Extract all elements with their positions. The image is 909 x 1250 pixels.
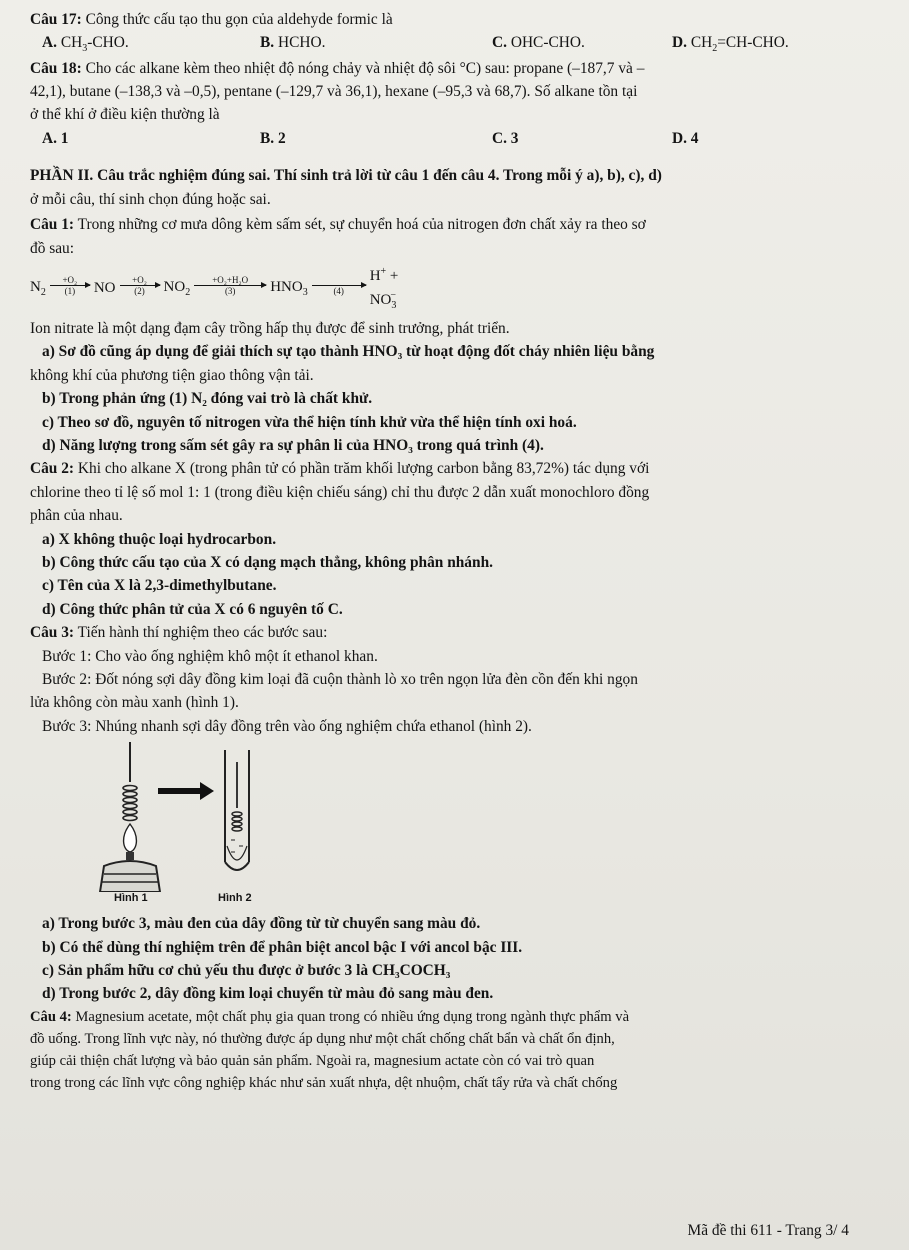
c3-step-1: Bước 1: Cho vào ống nghiệm khô một ít ethanol khan.: [42, 647, 378, 665]
c2-stem-2: chlorine theo tỉ lệ số mol 1: 1 (trong điều kiện chiếu sáng) chỉ thu được 2 dẫn xuất monochloro đồng: [30, 483, 650, 501]
c3-stem-1: Câu 3: Tiến hành thí nghiệm theo các bước sau:: [30, 624, 328, 642]
part2-instruction: ở mỗi câu, thí sinh chọn đúng hoặc sai.: [30, 190, 271, 208]
q18-stem-3: ở thể khí ở điều kiện thường là: [30, 106, 220, 124]
q17-option-d[interactable]: D. $CH_2=CH$-CHO.: [672, 34, 789, 55]
copper-coil-icon: [123, 786, 137, 821]
nitrogen-scheme: [30, 264, 879, 313]
q18-option-a[interactable]: A. 1: [42, 129, 69, 147]
formula-n2: $N_2$: [30, 279, 46, 299]
experiment-illustration: [90, 742, 390, 892]
c2-title: Câu 2:: [30, 460, 75, 478]
c1-title: Câu 1:: [30, 216, 75, 234]
alcohol-lamp-icon: [100, 852, 160, 892]
figure-2-caption: Hình 2: [218, 892, 252, 905]
c3-step-2-cont: lửa không còn màu xanh (hình 1).: [30, 694, 239, 712]
c3-statement-c: c) Sản phẩm hữu cơ chủ yếu thu được ở bước 3 là CH₃COCH₃: [42, 962, 451, 980]
c2-statement-d: d) Công thức phân tử của X có 6 nguyên tố C.: [42, 600, 343, 618]
q18-options: [30, 127, 862, 150]
reaction-arrow-2: +O₂ (2): [120, 276, 160, 296]
c3-title: Câu 3:: [30, 624, 75, 642]
q17-stem: [30, 8, 879, 31]
c2-statement-a: a) X không thuộc loại hydrocarbon.: [42, 530, 277, 548]
reaction-arrow-3: +O₂+H₂O (3): [194, 276, 266, 296]
c1-stem-2: đồ sau:: [30, 239, 75, 257]
q18-stem-2: 42,1), butane (–138,3 và –0,5), pentane (–129,7 và 36,1), hexane (–95,3 và 68,7). Số alkane tồn tại: [30, 83, 638, 101]
c4-stem-4: trong trong các lĩnh vực công nghiệp khác như sản xuất nhựa, dệt nhuộm, chất tẩy rửa và chất chống: [30, 1075, 618, 1092]
c2-statement-b: b) Công thức cấu tạo của X có dạng mạch thẳng, không phân nhánh.: [42, 553, 493, 571]
c3-step-2: Bước 2: Đốt nóng sợi dây đồng kim loại đã cuộn thành lò xo trên ngọn lửa đèn cồn đến khi ngọn: [42, 671, 638, 688]
formula-no: NO: [93, 280, 116, 297]
reaction-arrow-4: (4): [312, 276, 366, 296]
reaction-arrow-1: +O₂ (1): [50, 276, 90, 296]
c3-statement-a: a) Trong bước 3, màu đen của dây đồng từ từ chuyển sang màu đỏ.: [42, 915, 481, 933]
c1-stem-1: Câu 1: Trong những cơ mưa dông kèm sấm sét, sự chuyển hoá của nitrogen đơn chất xảy ra theo sơ: [30, 216, 646, 234]
c1-statement-a: a) Sơ đồ cũng áp dụng để giải thích sự tạo thành HNO₃ từ hoạt động đốt cháy nhiên liệu bằng: [42, 343, 655, 361]
figure-1-caption: Hình 1: [114, 892, 148, 905]
q18-option-d[interactable]: D. 4: [672, 129, 699, 147]
formula-hno3: $HNO_3$: [270, 279, 308, 299]
formula-products: $H^+ + NO_3^-$: [369, 265, 399, 311]
c4-stem-1: Câu 4: Magnesium acetate, một chất phụ gia quan trong có nhiều ứng dụng trong ngành thực phẩm và: [30, 1008, 630, 1025]
c2-stem-3: phân của nhau.: [30, 507, 123, 525]
experiment-figure: [90, 742, 390, 912]
c1-statement-c: c) Theo sơ đồ, nguyên tố nitrogen vừa thể hiện tính khử vừa thể hiện tính oxi hoá.: [42, 413, 577, 431]
c3-statement-b: b) Có thể dùng thí nghiệm trên để phân biệt ancol bậc I với ancol bậc III.: [42, 938, 523, 956]
c2-stem-1: Câu 2: Khi cho alkane X (trong phân tử có phần trăm khối lượng carbon bằng 83,72%) tác dụng với: [30, 460, 650, 478]
q18-stem-1: Câu 18: Cho các alkane kèm theo nhiệt độ nóng chảy và nhiệt độ sôi °C) sau: propane (–187,7 và –: [30, 59, 645, 77]
c4-title: Câu 4:: [30, 1008, 72, 1025]
arrow-right-icon: [158, 782, 214, 800]
q18-option-b[interactable]: B. 2: [260, 129, 286, 147]
q17-text: Công thức cấu tạo thu gọn của aldehyde formic là: [85, 11, 393, 28]
q18-title: Câu 18:: [30, 59, 82, 77]
c1-statement-a-cont: không khí của phương tiện giao thông vận tải.: [30, 366, 314, 384]
c2-statement-c: c) Tên của X là 2,3-dimethylbutane.: [42, 577, 277, 595]
formula-no2: $NO_2$: [163, 279, 191, 299]
q17-option-b[interactable]: B. HCHO.: [260, 34, 326, 52]
q18-option-c[interactable]: C. 3: [492, 129, 519, 147]
q17-option-a[interactable]: A. $CH_3$-CHO.: [42, 34, 129, 55]
c1-stem-3: Ion nitrate là một dạng đạm cây trồng hấp thụ được để sinh trưởng, phát triển.: [30, 319, 510, 337]
c3-statement-d: d) Trong bước 2, dây đồng kim loại chuyển từ màu đỏ sang màu đen.: [42, 985, 494, 1003]
q17-option-c[interactable]: C. OHC-CHO.: [492, 34, 585, 52]
c4-stem-3: giúp cải thiện chất lượng và bảo quản sản phẩm. Ngoài ra, magnesium actate còn có vai trò quan: [30, 1053, 595, 1070]
c4-stem-2: đồ uống. Trong lĩnh vực này, nó thường được áp dụng như một chất chống chất bẩn và chất ổn định,: [30, 1031, 615, 1048]
c1-statement-d: d) Năng lượng trong sấm sét gây ra sự phân li của HNO₃ trong quá trình (4).: [42, 436, 544, 454]
page-footer: Mã đề thi 611 - Trang 3/ 4: [687, 1221, 849, 1239]
q17-title: Câu 17:: [30, 11, 82, 28]
flame-icon: [124, 824, 137, 852]
c3-step-3: Bước 3: Nhúng nhanh sợi dây đồng trên vào ống nghiệm chứa ethanol (hình 2).: [42, 717, 532, 735]
c1-statement-b: b) Trong phản ứng (1) N₂ đóng vai trò là chất khử.: [42, 390, 373, 408]
test-tube-icon: [225, 750, 249, 870]
q17-options: [30, 31, 862, 56]
part2-heading: PHẦN II. Câu trắc nghiệm đúng sai. Thí sinh trả lời từ câu 1 đến câu 4. Trong mỗi ý a), b), c), d): [30, 167, 662, 185]
